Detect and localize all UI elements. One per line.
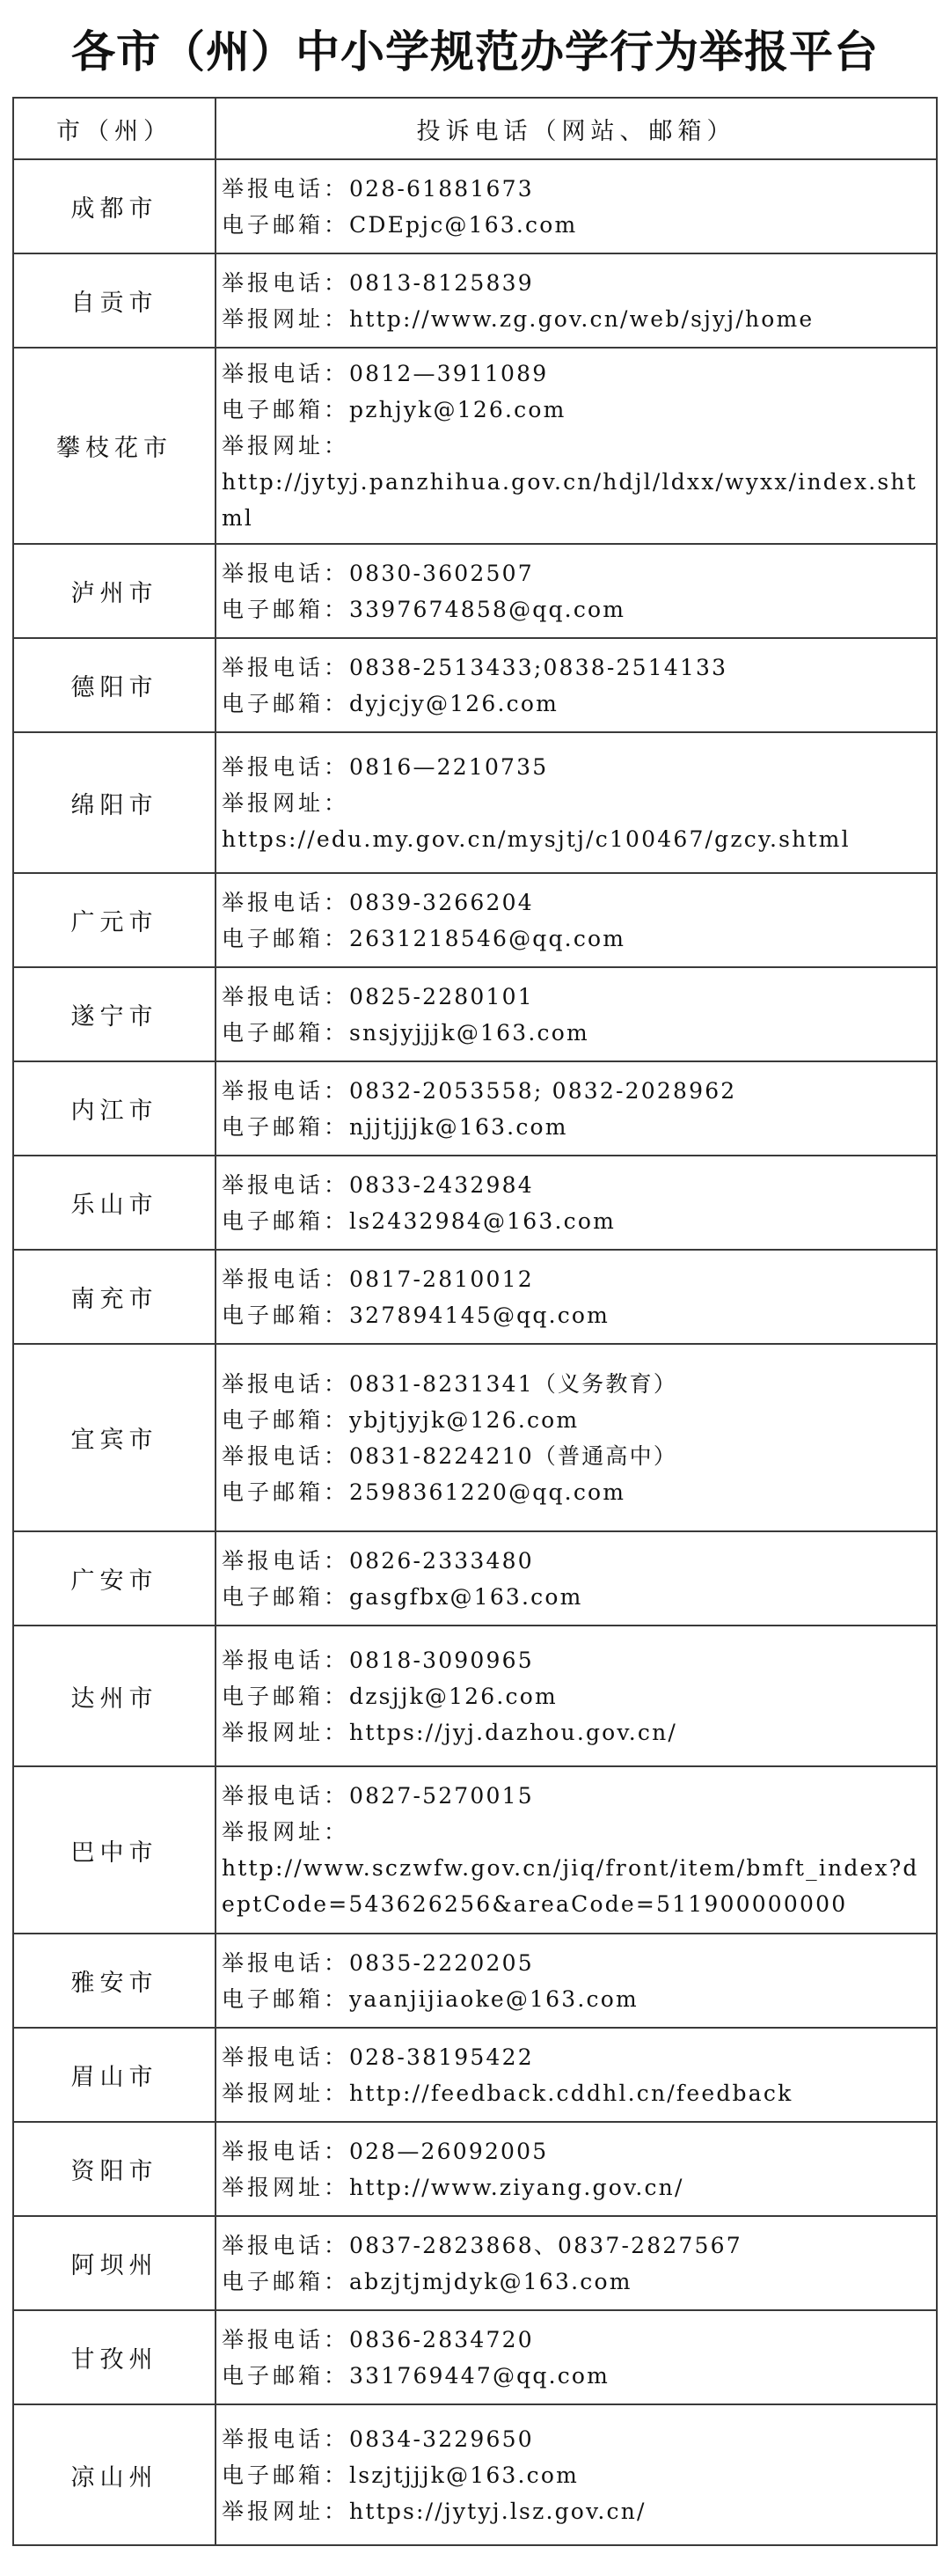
table-body [13,159,937,2545]
table-row [13,732,937,873]
contact-line [222,2169,931,2205]
contact-line [222,979,931,1015]
contact-label: 电子邮箱： [222,925,350,951]
contact-cell [216,348,937,544]
contact-value: dyjcjy@126.com [349,690,559,716]
table-row [13,1626,937,1766]
table-row [13,348,937,544]
table-row [13,1061,937,1156]
contact-label: 举报电话： [222,560,350,586]
contact-value: 0827-5270015 [349,1783,534,1809]
city-cell: 凉山州 [13,2404,216,2545]
contact-label: 举报电话： [222,2138,350,2164]
contact-value: ybjtjyjk@126.com [349,1406,580,1433]
contact-line [222,2227,931,2264]
contact-cell [216,159,937,253]
contact-value: 0818-3090965 [349,1647,534,1673]
contact-value: 0816—2210735 [349,753,549,780]
contact-label: 电子邮箱： [222,1113,350,1140]
contact-value: abzjtjmjdyk@163.com [349,2268,632,2294]
contact-cell [216,2310,937,2404]
contact-line [222,207,931,243]
contact-value: gasgfbx@163.com [349,1583,583,1610]
contact-label: 举报电话： [222,1077,350,1104]
contact-line [222,650,931,686]
table-row [13,2028,937,2122]
contact-cell [216,967,937,1061]
contact-value: 0813-8125839 [349,269,534,296]
contact-label: 举报网址： [222,1719,350,1745]
contact-label: 电子邮箱： [222,2362,350,2389]
contact-value: 2631218546@qq.com [349,925,626,951]
contact-value: 331769447@qq.com [349,2362,610,2389]
city-cell: 阿坝州 [13,2216,216,2310]
contact-cell [216,1766,937,1934]
contact-line [222,749,931,785]
contact-label: 举报网址： [222,789,350,816]
contact-line [222,265,931,301]
contact-line [222,1402,931,1438]
contact-line [222,1167,931,1203]
contact-label: 举报电话： [222,2044,350,2070]
contact-line [222,356,931,392]
contact-value: 0830-3602507 [349,560,534,586]
contact-value: pzhjyk@126.com [349,397,566,422]
city-cell: 遂宁市 [13,967,216,1061]
contact-label: 举报电话： [222,361,350,386]
contact-cell [216,2216,937,2310]
contact-value: dzsjjk@126.com [349,1683,558,1709]
contact-cell [216,2404,937,2545]
table-row [13,967,937,1061]
contact-value: njjtjjjk@163.com [349,1113,568,1140]
contact-line [222,2322,931,2358]
contact-line [222,884,931,921]
contact-value: 028-61881673 [349,175,534,202]
table-row [13,1250,937,1344]
contact-line [222,1073,931,1109]
contact-value: 0837-2823868、0837-2827567 [349,2232,742,2258]
contact-line [222,1642,931,1678]
table-row [13,1934,937,2028]
contact-label: 举报电话： [222,1266,350,1292]
contact-value: 0835-2220205 [349,1949,534,1976]
contact-line [222,1981,931,2017]
contact-cell [216,1344,937,1531]
contact-label: 电子邮箱： [222,1406,350,1433]
contact-label: 电子邮箱： [222,1583,350,1610]
contact-line [222,591,931,627]
contact-value: http://www.sczwfw.gov.cn/jiq/front/item/bmft_index?deptCode=543626256&areaCode=511900000000 [222,1855,919,1917]
contact-cell [216,253,937,348]
contact-cell [216,2028,937,2122]
table-row [13,873,937,967]
contact-cell [216,2122,937,2216]
table-row [13,638,937,732]
city-cell: 广安市 [13,1531,216,1626]
contact-value: ls2432984@163.com [349,1207,617,1234]
city-cell: 资阳市 [13,2122,216,2216]
contact-line [222,686,931,722]
contact-label: 电子邮箱： [222,1479,350,1505]
contact-cell [216,1531,937,1626]
contact-line [222,2264,931,2300]
contact-line [222,2075,931,2111]
contact-line [222,1945,931,1981]
contact-line [222,1366,931,1402]
contact-value: https://jytyj.lsz.gov.cn/ [349,2498,647,2524]
contact-cell [216,1934,937,2028]
contact-label: 举报网址： [222,2080,350,2106]
contact-line [222,1543,931,1579]
contact-value: 0836-2834720 [349,2326,534,2352]
contact-cell [216,1250,937,1344]
contact-cell [216,638,937,732]
contact-line [222,1778,931,1814]
table-row [13,1531,937,1626]
contact-cell [216,544,937,638]
contact-cell [216,1061,937,1156]
contact-label: 电子邮箱： [222,397,350,422]
contact-value: 3397674858@qq.com [349,596,626,622]
contact-cell [216,1156,937,1250]
contact-label: 电子邮箱： [222,1302,350,1328]
contact-value: lszjtjjjk@163.com [349,2462,580,2488]
contact-line [222,428,931,464]
contact-value: 0812—3911089 [349,361,549,386]
city-cell: 德阳市 [13,638,216,732]
contact-label: 电子邮箱： [222,1985,350,2012]
contact-value: CDEpjc@163.com [349,211,578,238]
contact-label: 举报电话： [222,1171,350,1198]
contact-cell [216,732,937,873]
contact-label: 举报电话： [222,654,350,680]
contact-value: 0839-3266204 [349,889,534,915]
contact-label: 电子邮箱： [222,596,350,622]
contact-value: https://edu.my.gov.cn/mysjtj/c100467/gzcy.shtml [222,826,851,852]
contact-value: 2598361220@qq.com [349,1479,626,1505]
table-row [13,2122,937,2216]
table-row [13,1344,937,1531]
contact-value: http://www.zg.gov.cn/web/sjyj/home [349,305,815,332]
contact-value: 0832-2053558; 0832-2028962 [349,1077,737,1104]
contact-line [222,1714,931,1750]
report-platform-table [12,97,938,2546]
table-row [13,2216,937,2310]
contact-cell [216,873,937,967]
contact-label: 举报电话： [222,269,350,296]
city-cell: 内江市 [13,1061,216,1156]
city-cell: 泸州市 [13,544,216,638]
contact-line [222,2133,931,2169]
contact-value: 0831-8231341（义务教育） [349,1370,678,1397]
contact-label: 举报网址： [222,305,350,332]
contact-line [222,1474,931,1510]
city-cell: 达州市 [13,1626,216,1766]
contact-value: 028-38195422 [349,2044,534,2070]
city-cell: 甘孜州 [13,2310,216,2404]
city-cell: 雅安市 [13,1934,216,2028]
contact-line [222,2039,931,2075]
contact-label: 举报电话： [222,1547,350,1574]
column-header-contact: 投诉电话（网站、邮箱） [216,98,937,159]
table-header-row [13,98,937,159]
contact-value: snsjyjjjk@163.com [349,1019,589,1046]
column-header-city: 市（州） [13,98,216,159]
contact-label: 举报电话： [222,1370,350,1397]
contact-value: 327894145@qq.com [349,1302,610,1328]
contact-line [222,1203,931,1239]
contact-cell [216,1626,937,1766]
contact-line [222,2493,931,2529]
contact-line [222,1579,931,1615]
contact-label: 电子邮箱： [222,1683,350,1709]
contact-value: http://www.ziyang.gov.cn/ [349,2174,684,2200]
contact-line [222,171,931,207]
page-title: 各市（州）中小学规范办学行为举报平台 [71,26,879,77]
table-row [13,1156,937,1250]
city-cell: 攀枝花市 [13,348,216,544]
table-row [13,2404,937,2545]
contact-value: 0825-2280101 [349,983,534,1009]
contact-label: 举报网址： [222,1819,350,1845]
city-cell: 成都市 [13,159,216,253]
contact-label: 举报电话： [222,2232,350,2258]
contact-label: 电子邮箱： [222,1207,350,1234]
contact-line [222,2358,931,2394]
contact-line [222,1814,931,1850]
contact-label: 电子邮箱： [222,690,350,716]
contact-line [222,301,931,337]
contact-value: 0838-2513433;0838-2514133 [349,654,728,680]
contact-label: 举报电话： [222,2326,350,2352]
contact-line [222,2421,931,2457]
city-cell: 眉山市 [13,2028,216,2122]
contact-line [222,1261,931,1297]
contact-line [222,821,931,857]
table-row [13,2310,937,2404]
contact-line [222,555,931,591]
table-row [13,1766,937,1934]
contact-line [222,1015,931,1051]
contact-value: 0817-2810012 [349,1266,534,1292]
contact-line [222,2457,931,2493]
city-cell: 广元市 [13,873,216,967]
contact-line [222,464,931,536]
table-row [13,544,937,638]
contact-line [222,1850,931,1922]
contact-label: 举报网址： [222,2498,350,2524]
contact-line [222,785,931,821]
contact-value: https://jyj.dazhou.gov.cn/ [349,1719,678,1745]
contact-line [222,392,931,428]
contact-label: 电子邮箱： [222,2268,350,2294]
contact-label: 电子邮箱： [222,2462,350,2488]
contact-label: 电子邮箱： [222,1019,350,1046]
contact-label: 举报电话： [222,1442,350,1469]
contact-label: 举报电话： [222,753,350,780]
contact-value: 0833-2432984 [349,1171,534,1198]
contact-line [222,921,931,957]
contact-label: 举报电话： [222,1783,350,1809]
table-row [13,159,937,253]
contact-label: 举报网址： [222,2174,350,2200]
contact-value: http://feedback.cddhl.cn/feedback [349,2080,793,2106]
contact-label: 举报电话： [222,1949,350,1976]
contact-value: 028—26092005 [349,2138,549,2164]
contact-label: 举报电话： [222,175,350,202]
contact-line [222,1438,931,1474]
contact-value: 0831-8224210（普通高中） [349,1442,678,1469]
table-row [13,253,937,348]
contact-line [222,1297,931,1333]
contact-label: 举报网址： [222,433,350,459]
contact-label: 举报电话： [222,1647,350,1673]
city-cell: 南充市 [13,1250,216,1344]
contact-label: 举报电话： [222,889,350,915]
contact-line [222,1109,931,1145]
contact-value: 0826-2333480 [349,1547,534,1574]
city-cell: 乐山市 [13,1156,216,1250]
contact-label: 电子邮箱： [222,211,350,238]
contact-label: 举报电话： [222,983,350,1009]
city-cell: 绵阳市 [13,732,216,873]
contact-line [222,1678,931,1714]
city-cell: 自贡市 [13,253,216,348]
contact-value: yaanjijiaoke@163.com [349,1985,639,2012]
contact-value: http://jytyj.panzhihua.gov.cn/hdjl/ldxx/wyxx/index.shtml [222,469,917,531]
contact-label: 举报电话： [222,2426,350,2452]
city-cell: 宜宾市 [13,1344,216,1531]
city-cell: 巴中市 [13,1766,216,1934]
contact-value: 0834-3229650 [349,2426,534,2452]
